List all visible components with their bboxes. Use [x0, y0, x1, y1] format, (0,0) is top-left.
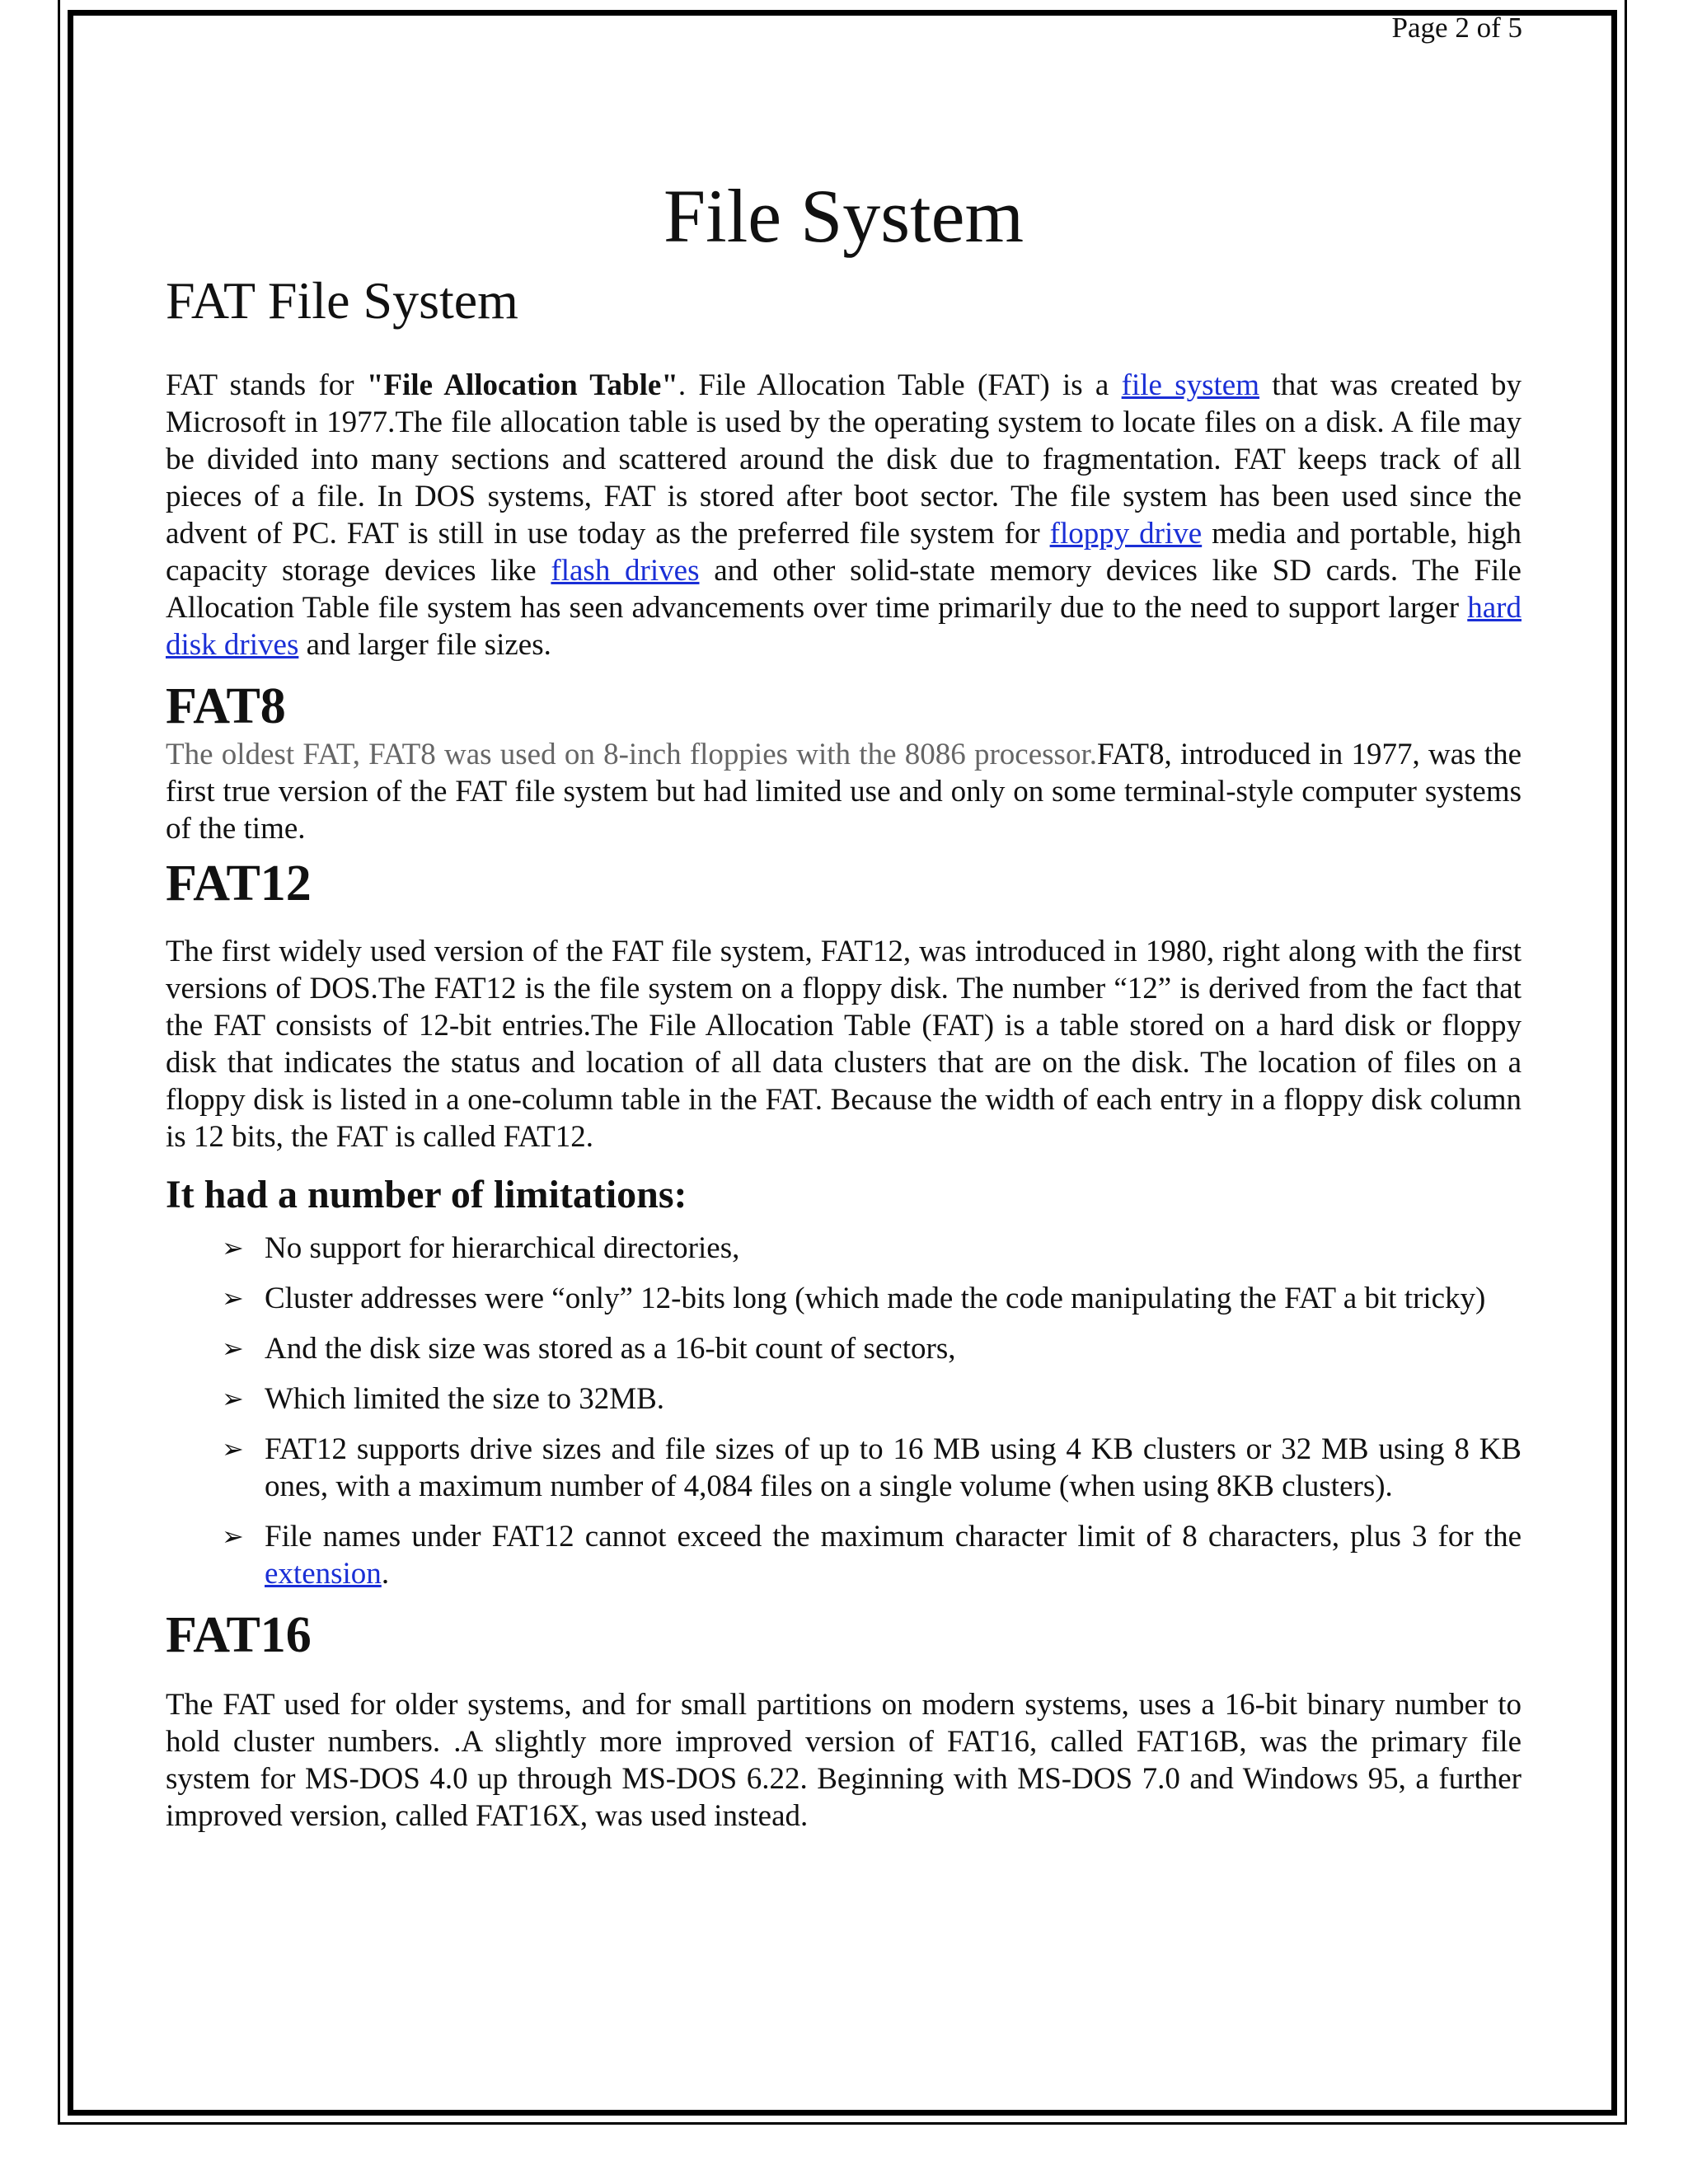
intro-text: . File Allocation Table (FAT) is a	[678, 368, 1122, 402]
list-item	[166, 1280, 1522, 1317]
list-item	[166, 1330, 1522, 1367]
arrow-bullet-icon: ➢	[222, 1282, 244, 1314]
list-item-text: Cluster addresses were “only” 12-bits long (which made the code manipulating the FAT a bit tricky)	[265, 1282, 1486, 1315]
arrow-bullet-icon: ➢	[222, 1383, 244, 1414]
intro-text: that was created by Microsoft in 1977.The file allocation table is used by the operating system to locate files on a disk. A file may be divided into many sections and scattered around the disk due to fragmentation. FAT keeps track of all pieces of a file. In DOS systems, FAT is stored after boot sector. The file system has been used since the advent of PC. FAT is still in use today as the preferred file system for	[166, 368, 1522, 551]
fat8-paragraph	[166, 736, 1522, 847]
fat16-paragraph: The FAT used for older systems, and for small partitions on modern systems, uses a 16-bit binary number to hold cluster numbers. .A slightly more improved version of FAT16, called FAT16B, was the primary file system for MS-DOS 4.0 up through MS-DOS 6.22. Beginning with MS-DOS 7.0 and Windows 95, a further improved version, called FAT16X, was used instead.	[166, 1688, 1522, 1833]
list-item	[166, 1230, 1522, 1267]
list-item	[166, 1380, 1522, 1418]
intro-bold-term: "File Allocation Table"	[366, 368, 678, 402]
heading-fat8: FAT8	[166, 678, 286, 734]
fat12-paragraph: The first widely used version of the FAT file system, FAT12, was introduced in 1980, right along with the first versions of DOS.The FAT12 is the file system on a floppy disk. The number “12” is derived from the fact that the FAT consists of 12-bit entries.The File Allocation Table (FAT) is a table stored on a hard disk or floppy disk that indicates the status and location of all data clusters that are on the disk. The location of files on a floppy disk is listed in a one-column table in the FAT. Because the width of each entry in a floppy disk column is 12 bits, the FAT is called FAT12.	[166, 935, 1522, 1154]
intro-text: FAT stands for	[166, 368, 367, 402]
arrow-bullet-icon: ➢	[222, 1333, 244, 1364]
link-floppy-drive[interactable]: floppy drive	[1049, 517, 1203, 551]
list-item-text: .	[381, 1557, 390, 1591]
limitations-list	[166, 1230, 1522, 1592]
list-item-text: FAT12 supports drive sizes and file sizes of up to 16 MB using 4 KB clusters or 32 MB using 8 KB ones, with a maximum number of 4,084 files on a single volume (when using 8KB clusters).	[265, 1432, 1522, 1503]
limitations-heading: It had a number of limitations:	[166, 1173, 687, 1216]
page-number: Page 2 of 5	[1391, 12, 1522, 44]
list-item-text: And the disk size was stored as a 16-bit count of sectors,	[265, 1332, 956, 1366]
list-item-text: No support for hierarchical directories,	[265, 1231, 740, 1265]
arrow-bullet-icon: ➢	[222, 1433, 244, 1465]
link-extension[interactable]: extension	[265, 1557, 382, 1591]
document-content	[166, 165, 1522, 1835]
intro-paragraph	[166, 367, 1522, 663]
fat8-text: FAT8, introduced in 1977, was the first true version of the FAT file system but had limited use and only on some terminal-style computer systems of the time.	[166, 738, 1522, 846]
fat8-grey-text: The oldest FAT, FAT8 was used on 8-inch floppies with the 8086 processor.	[166, 738, 1097, 771]
intro-text: and larger file sizes.	[298, 628, 551, 662]
heading-fat12: FAT12	[166, 855, 312, 912]
intro-text: and other solid-state memory devices like SD cards. The File Allocation Table file system has seen advancements over time primarily due to the need to support larger	[166, 554, 1522, 625]
arrow-bullet-icon: ➢	[222, 1521, 244, 1552]
link-flash-drives[interactable]: flash drives	[551, 554, 700, 588]
list-item	[166, 1518, 1522, 1592]
document-title: File System	[663, 174, 1025, 258]
section-title: FAT File System	[166, 271, 518, 330]
list-item	[166, 1431, 1522, 1505]
arrow-bullet-icon: ➢	[222, 1232, 244, 1263]
link-file-system[interactable]: file system	[1121, 368, 1260, 402]
list-item-text: Which limited the size to 32MB.	[265, 1382, 665, 1416]
link-hard-disk-drives[interactable]: hard disk drives	[166, 591, 1522, 662]
intro-text: media and portable, high capacity storage devices like	[166, 517, 1522, 588]
heading-fat16: FAT16	[166, 1607, 312, 1663]
list-item-text: File names under FAT12 cannot exceed the maximum character limit of 8 characters, plus 3 for the	[265, 1520, 1522, 1554]
